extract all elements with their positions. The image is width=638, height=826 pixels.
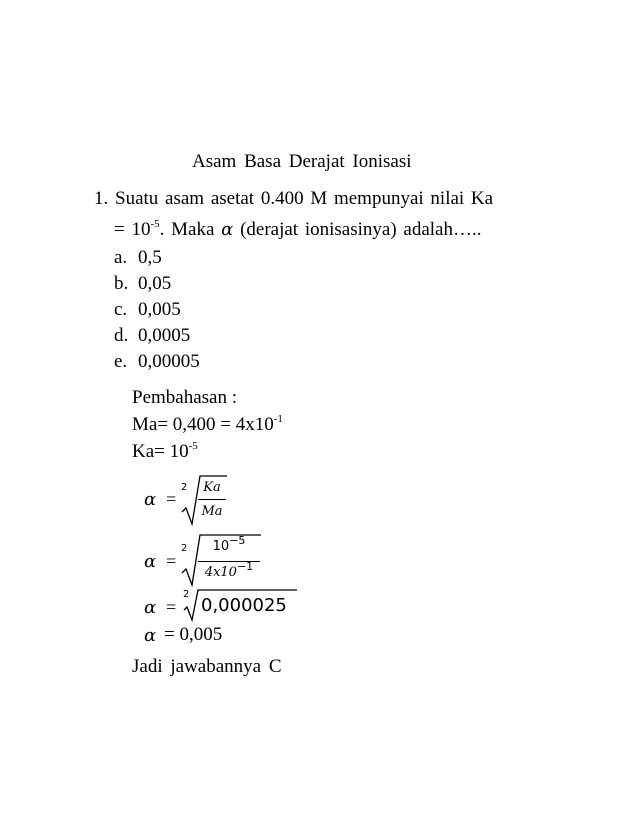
question-ka-exponent: -5: [150, 217, 160, 230]
equals-sign: =: [166, 551, 177, 571]
alpha-symbol: α: [144, 489, 157, 510]
alpha-symbol: α: [144, 597, 157, 618]
alpha-symbol: α: [221, 219, 234, 240]
alpha-symbol: α: [144, 551, 157, 572]
fraction-denominator: [198, 559, 260, 580]
ma-text: Ma= 0,400 = 4x10: [132, 414, 274, 435]
option-label: e.: [114, 351, 128, 372]
solution-heading: [132, 386, 237, 410]
option-value: 0,5: [138, 247, 162, 268]
answer-line: [132, 655, 282, 679]
fraction-denominator: Ma: [201, 504, 223, 519]
option-label: c.: [114, 299, 128, 320]
denominator-exponent: −1: [236, 559, 254, 573]
option-d: [114, 324, 190, 348]
radicand-value: 0,000025: [201, 595, 287, 616]
root-index: 2: [181, 482, 188, 493]
option-label: b.: [114, 273, 129, 294]
question-text-line-2: (derajat ionisasinya) adalah…..: [233, 219, 482, 240]
question-number: 1.: [94, 188, 109, 209]
question-text-line-1: Suatu asam asetat 0.400 M mempunyai nilai Ka: [115, 188, 494, 209]
option-value: 0,00005: [138, 351, 200, 372]
numerator-exponent: −5: [229, 533, 246, 547]
option-label: a.: [114, 247, 128, 268]
fraction-numerator: Ka: [203, 480, 221, 495]
ka-text: Ka= 10: [132, 441, 189, 462]
equals-sign: =: [166, 489, 177, 509]
option-a: [114, 246, 162, 270]
fraction-numerator: [198, 533, 260, 554]
alpha-symbol: α: [144, 625, 157, 646]
answer-text: Jadi jawabannya C: [132, 656, 282, 677]
question-line-2: [114, 218, 481, 242]
ma-exponent: -1: [273, 412, 283, 425]
question-ka-base: = 10: [114, 219, 151, 240]
solution-heading-text: Pembahasan :: [132, 387, 238, 408]
question-text-maka: . Maka: [159, 219, 222, 240]
equals-sign: =: [166, 597, 177, 617]
root-index: 2: [183, 589, 190, 600]
result-value: = 0,005: [164, 624, 223, 645]
option-value: 0,005: [138, 299, 181, 320]
ka-exponent: -5: [188, 439, 198, 452]
solution-ka-line: [132, 440, 198, 464]
root-index: 2: [181, 543, 188, 554]
page-title: Asam Basa Derajat Ionisasi: [192, 151, 412, 172]
fraction-bar: [198, 499, 226, 500]
solution-ma-line: [132, 413, 283, 437]
question-line-1: [94, 187, 493, 211]
option-b: [114, 272, 171, 296]
option-value: 0,05: [138, 273, 172, 294]
numerator-base: 10: [212, 539, 230, 554]
option-c: [114, 298, 181, 322]
option-e: [114, 350, 200, 374]
option-label: d.: [114, 325, 129, 346]
option-value: 0,0005: [138, 325, 191, 346]
denominator-base: 4x10: [204, 565, 237, 580]
